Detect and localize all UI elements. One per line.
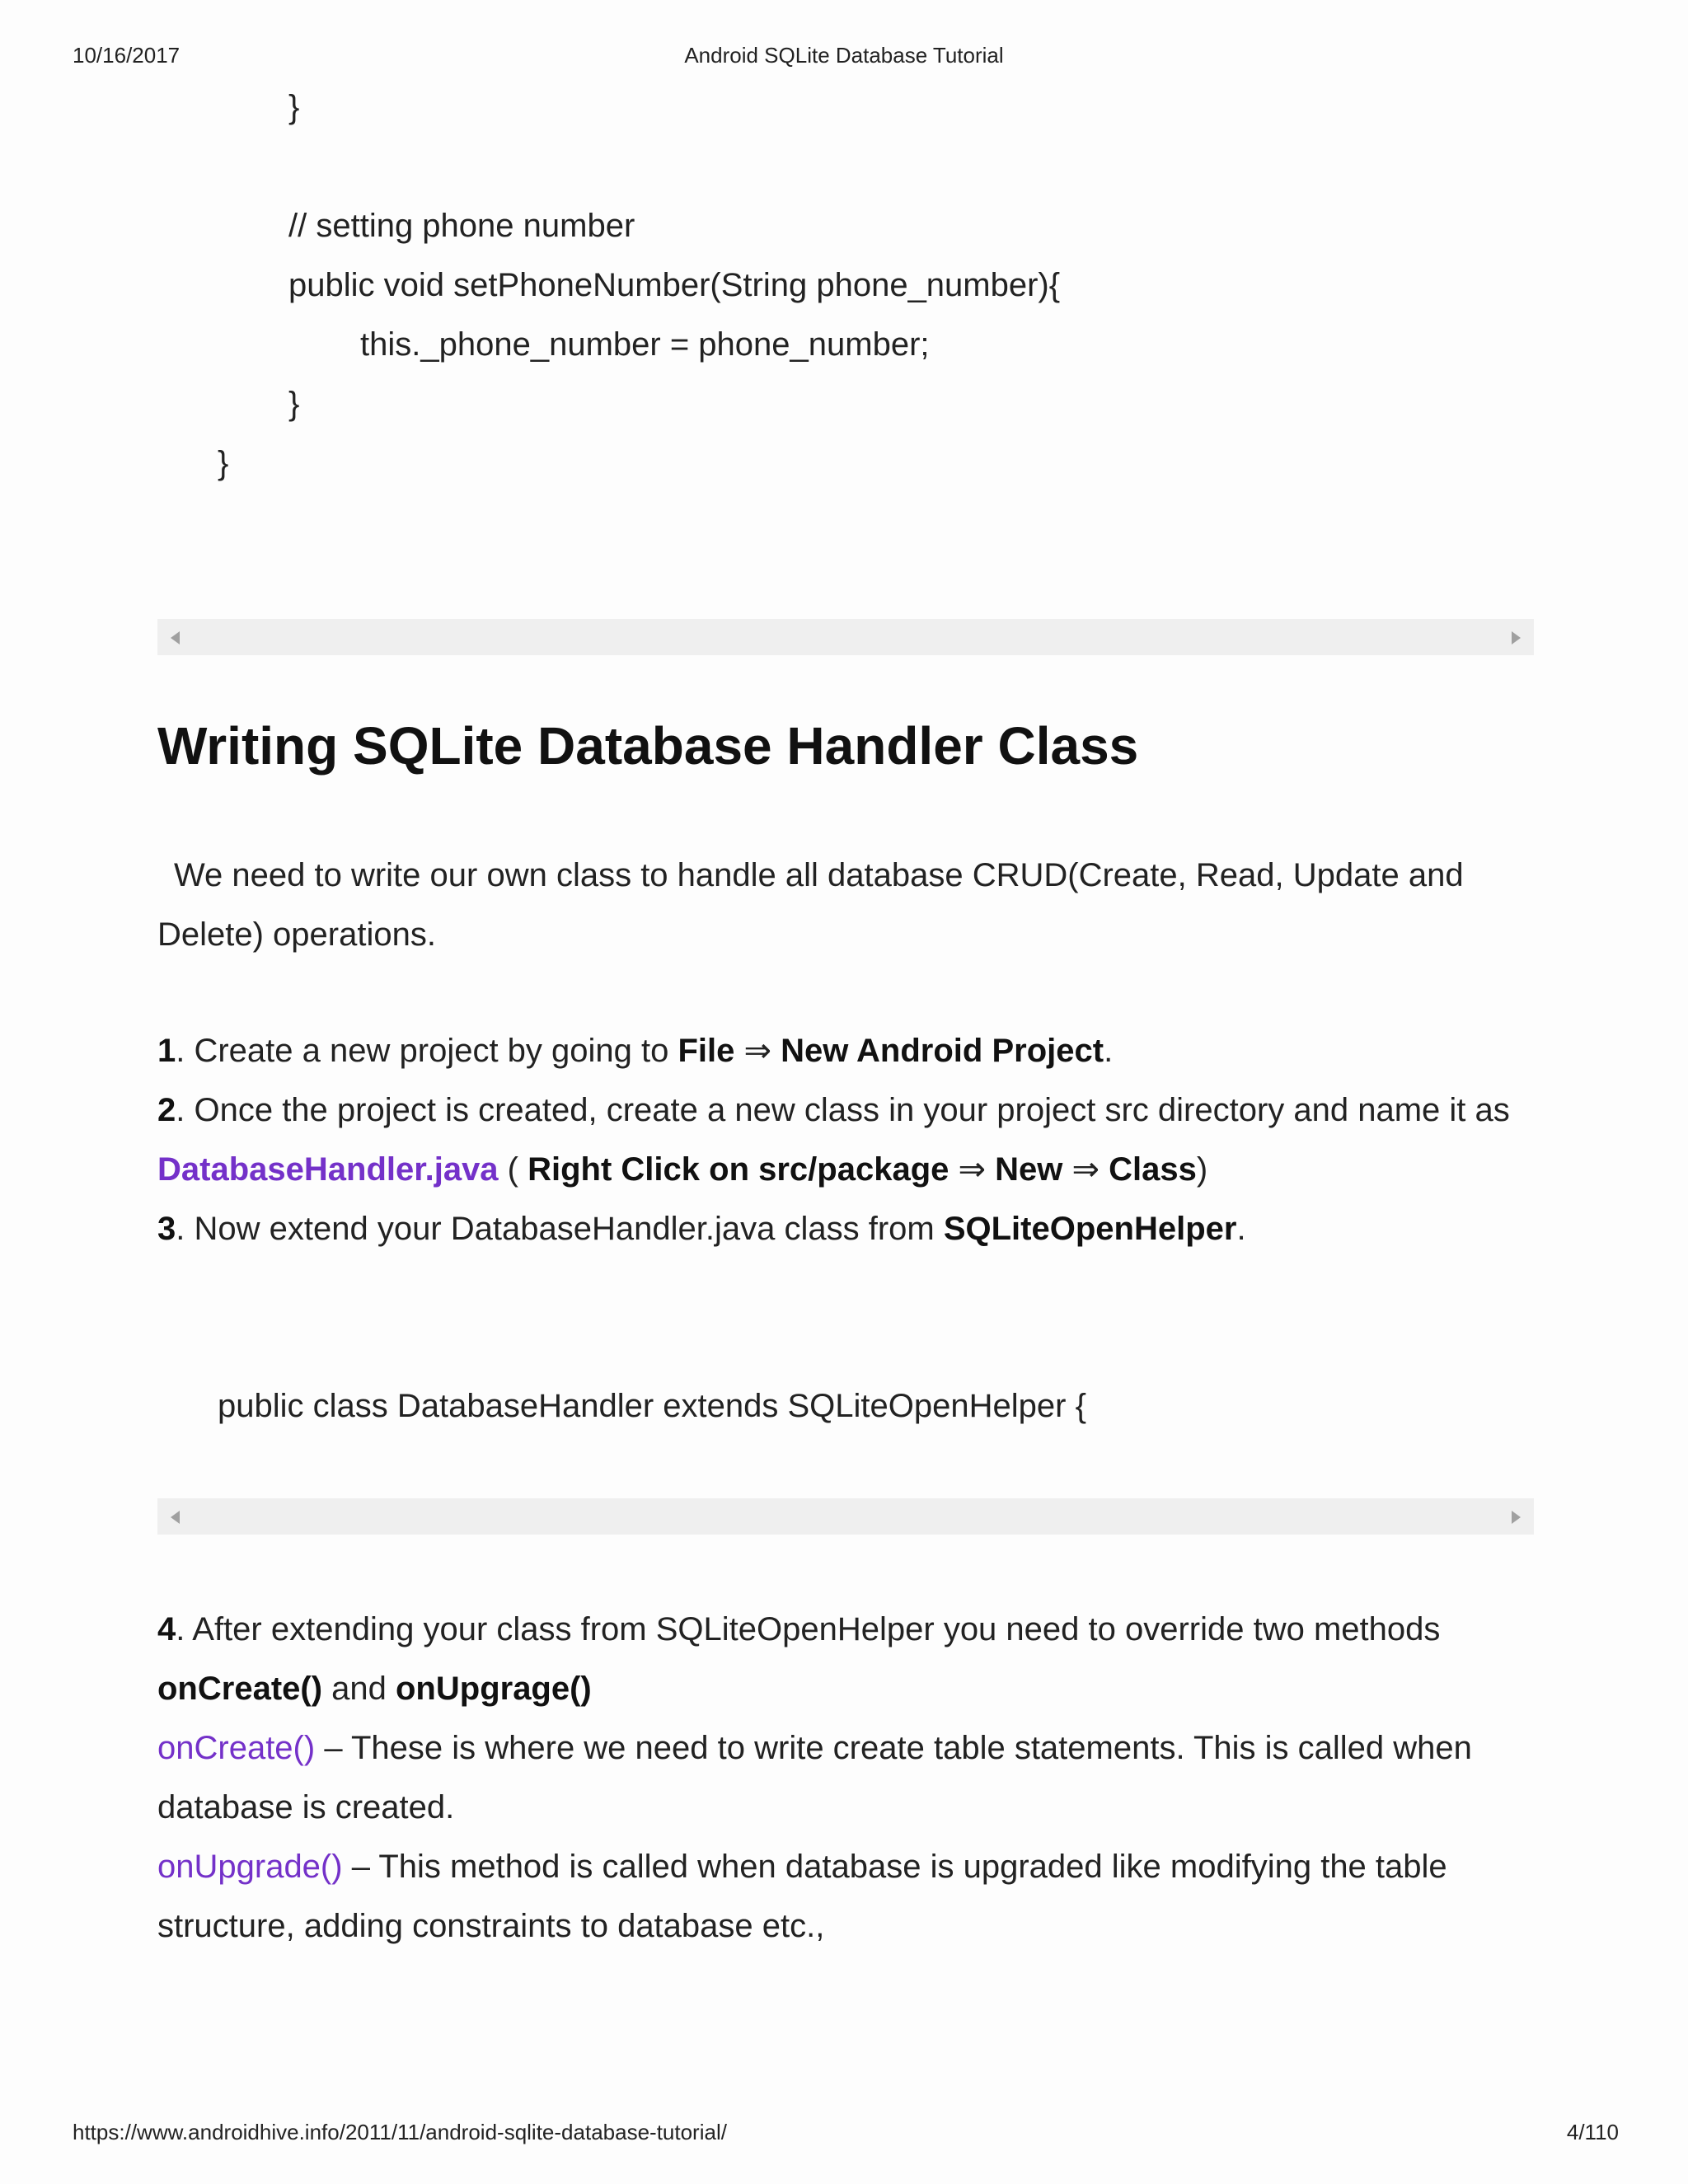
arrow-icon: ⇒	[1071, 1151, 1100, 1188]
code-class-declaration: public class DatabaseHandler extends SQLiteOpenHelper {	[218, 1388, 1086, 1424]
step-text: . Once the project is created, create a new class in your project src directory and name it as	[176, 1092, 1510, 1128]
scroll-left-arrow-icon[interactable]	[171, 1511, 180, 1524]
step-text: . Create a new project by going to	[176, 1033, 678, 1069]
class-sqliteopenhelper: SQLiteOpenHelper	[943, 1211, 1237, 1247]
method-onupgrage: onUpgrage()	[396, 1671, 592, 1707]
page-number: 4/110	[1566, 2120, 1619, 2144]
menu-new: New	[995, 1151, 1063, 1188]
term-onupgrade[interactable]: onUpgrade()	[157, 1849, 343, 1885]
step-3	[157, 1199, 1550, 1258]
page-url: https://www.androidhive.info/2011/11/android-sqlite-database-tutorial/	[73, 2120, 727, 2144]
step-number: 2	[157, 1092, 176, 1128]
code-line: public void setPhoneNumber(String phone_number){	[288, 267, 1061, 303]
definition-onupgrade	[157, 1837, 1550, 1956]
horizontal-scrollbar[interactable]	[157, 619, 1534, 655]
step-text: . Now extend your DatabaseHandler.java class from	[176, 1211, 944, 1247]
menu-class: Class	[1109, 1151, 1197, 1188]
term-oncreate[interactable]: onCreate()	[157, 1730, 316, 1766]
scroll-right-arrow-icon[interactable]	[1512, 631, 1521, 644]
punctuation: (	[498, 1151, 528, 1188]
definition-text: – These is where we need to write create table statements. This is called when database is created.	[157, 1730, 1472, 1825]
code-line: // setting phone number	[288, 208, 635, 244]
scroll-right-arrow-icon[interactable]	[1512, 1511, 1521, 1524]
section-heading: Writing SQLite Database Handler Class	[157, 716, 1139, 776]
definition-oncreate	[157, 1718, 1550, 1837]
horizontal-scrollbar[interactable]	[157, 1498, 1534, 1535]
step-1	[157, 1021, 1550, 1080]
arrow-icon: ⇒	[743, 1033, 772, 1069]
intro-paragraph	[157, 846, 1550, 964]
code-line: }	[288, 89, 300, 125]
definition-text: – This method is called when database is upgraded like modifying the table structure, adding constraints to database etc.,	[157, 1849, 1447, 1944]
arrow-icon: ⇒	[958, 1151, 987, 1188]
step-text: . After extending your class from SQLiteOpenHelper you need to override two methods	[176, 1611, 1441, 1647]
punctuation: .	[1104, 1033, 1114, 1069]
punctuation: .	[1236, 1211, 1246, 1247]
print-date: 10/16/2017	[73, 43, 181, 68]
step-number: 1	[157, 1033, 176, 1069]
step-text: and	[322, 1671, 396, 1707]
step-number: 4	[157, 1611, 176, 1647]
scroll-left-arrow-icon[interactable]	[171, 631, 180, 644]
class-name-link[interactable]: DatabaseHandler.java	[157, 1151, 499, 1188]
menu-file: File	[678, 1033, 735, 1069]
print-title: Android SQLite Database Tutorial	[684, 43, 1004, 68]
method-oncreate: onCreate()	[157, 1671, 323, 1707]
step-number: 3	[157, 1211, 176, 1247]
menu-new-android-project: New Android Project	[781, 1033, 1104, 1069]
steps-list	[157, 1021, 1550, 1258]
step-4	[157, 1600, 1550, 1718]
intro-text: We need to write our own class to handle all database CRUD(Create, Read, Update and Delete) operations.	[157, 857, 1464, 953]
code-line: this._phone_number = phone_number;	[360, 326, 930, 363]
code-line: }	[288, 386, 300, 422]
punctuation: )	[1196, 1151, 1208, 1188]
code-line: }	[218, 445, 229, 481]
menu-right-click: Right Click on src/package	[528, 1151, 950, 1188]
step-2	[157, 1080, 1550, 1199]
